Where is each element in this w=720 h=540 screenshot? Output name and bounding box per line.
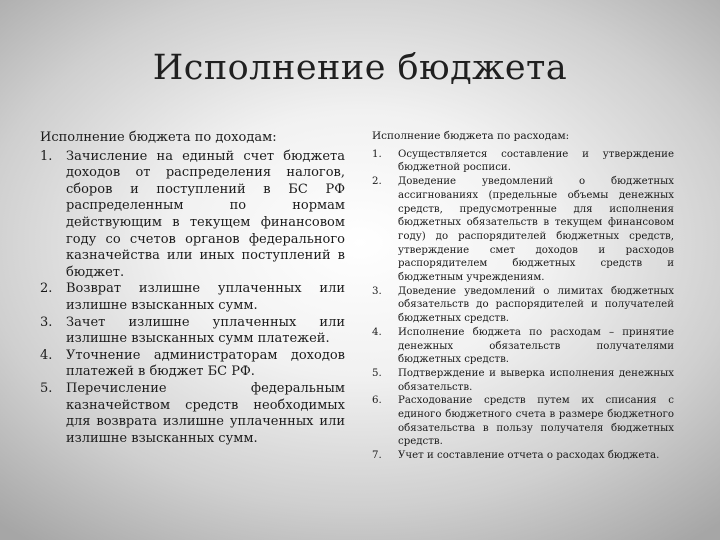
item-text: Расходование средств путем их списания с единого бюджетного счета в размере бюджетного обязательства в пользу получателя бюджетных средств. (398, 395, 674, 448)
list-item (372, 449, 674, 463)
item-number: 4. (40, 347, 53, 363)
revenue-heading: Исполнение бюджета по доходам: (40, 130, 277, 145)
revenue-list (40, 149, 345, 448)
list-item (40, 149, 345, 282)
item-number: 3. (372, 285, 382, 297)
list-item (372, 148, 674, 175)
item-number: 1. (372, 148, 382, 160)
item-number: 6. (372, 395, 382, 407)
list-item (372, 367, 674, 394)
list-item (372, 175, 674, 285)
item-text: Учет и составление отчета о расходах бюджета. (398, 450, 660, 462)
item-text: Зачисление на единый счет бюджета доходов от распределения налогов, сборов и поступлений в БС РФ распределенным по нормам действующим в текущем финансовом году со счетов органов федерального казначейства или иных поступлений в бюджет. (66, 148, 345, 280)
slide-title: Исполнение бюджета (152, 48, 568, 88)
list-item (372, 394, 674, 449)
item-text: Зачет излишне уплаченных или излишне взысканных сумм платежей. (66, 314, 345, 347)
list-item (40, 381, 345, 447)
item-number: 1. (40, 148, 53, 164)
expenditure-heading: Исполнение бюджета по расходам: (372, 130, 570, 142)
list-item (40, 315, 345, 348)
list-item (372, 285, 674, 326)
revenue-column (40, 130, 345, 447)
item-number: 7. (372, 450, 382, 462)
item-text: Уточнение администраторам доходов платежей в бюджет БС РФ. (66, 347, 345, 380)
item-text: Доведение уведомлений о лимитах бюджетных обязательств до распорядителей и получателей бюджетных средств. (398, 285, 674, 325)
item-number: 3. (40, 314, 53, 330)
item-text: Перечисление федеральным казначейством средств необходимых для возврата излишне уплаченных или излишне взысканных сумм. (66, 380, 345, 446)
list-item (372, 326, 674, 367)
expenditure-list (372, 148, 674, 463)
item-text: Осуществляется составление и утверждение бюджетной росписи. (398, 148, 674, 174)
item-number: 2. (372, 176, 382, 188)
item-number: 4. (372, 326, 382, 338)
list-item (40, 281, 345, 314)
item-text: Возврат излишне уплаченных или излишне взысканных сумм. (66, 281, 345, 313)
item-text: Подтверждение и выверка исполнения денежных обязательств. (398, 367, 674, 393)
item-number: 5. (372, 367, 382, 379)
item-number: 5. (40, 380, 53, 396)
item-text: Доведение уведомлений о бюджетных ассигнованиях (предельные объемы денежных средств, предусмотренные для исполнения бюджетных обязательств в текущем финансовом году) до распорядителей бюджетных средств, утверждение смет доходов и расходов распорядителем бюджетных средств и бюджетным учреждениям. (398, 176, 674, 284)
item-number: 2. (40, 281, 53, 297)
expenditure-column (372, 130, 674, 463)
item-text: Исполнение бюджета по расходам – принятие денежных обязательств получателями бюджетных средств. (398, 326, 674, 366)
list-item (40, 348, 345, 381)
